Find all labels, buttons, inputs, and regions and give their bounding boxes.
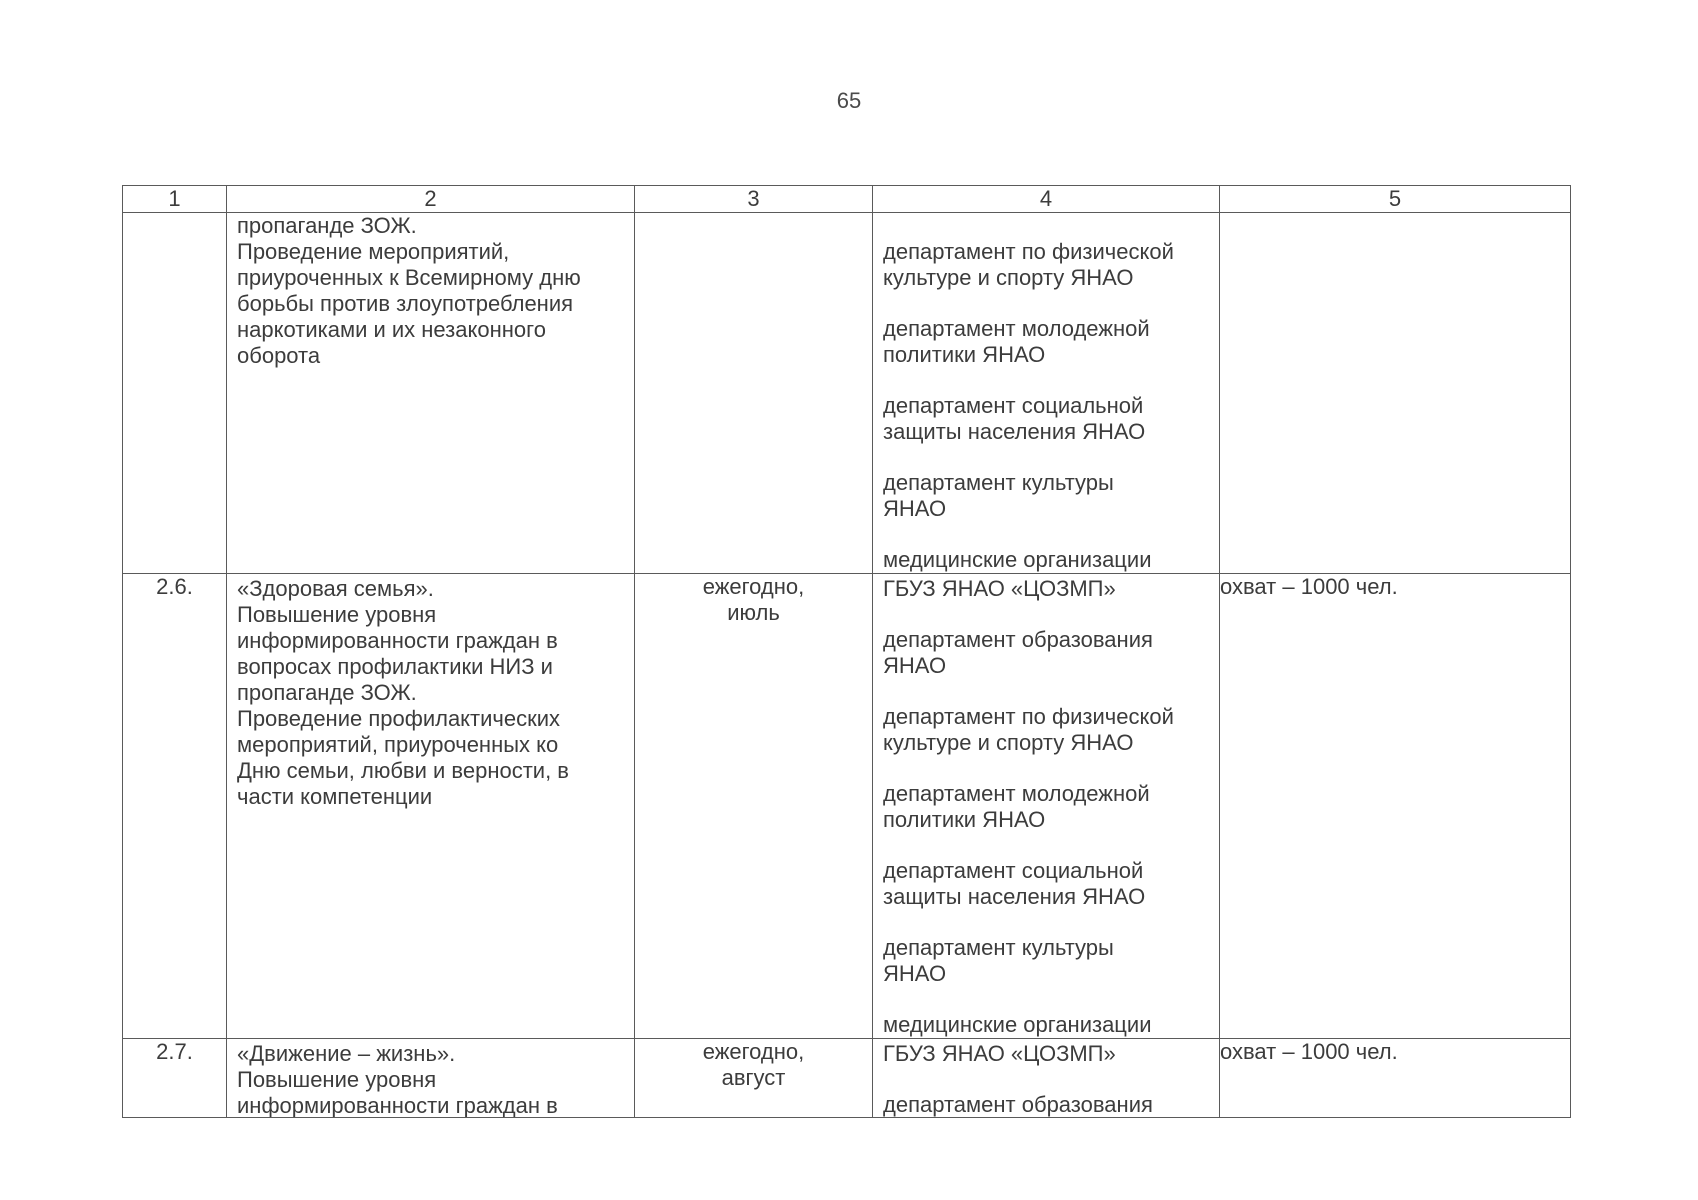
responsible-item: департамент по физической культуре и спорту ЯНАО	[883, 704, 1174, 755]
activity-cell	[227, 213, 635, 574]
row-number-cell	[123, 213, 227, 574]
row-number: 2.6.	[123, 574, 227, 1039]
table-row-2-7	[123, 1039, 1571, 1118]
coverage-cell: охват – 1000 чел.	[1220, 1039, 1571, 1118]
header-col-4: 4	[873, 186, 1220, 213]
responsible-list	[873, 213, 1219, 573]
responsible-cell	[873, 213, 1220, 574]
responsible-item: департамент образования ЯНАО	[883, 627, 1153, 678]
period-cell: ежегодно, июль	[635, 574, 873, 1039]
activity-cell	[227, 574, 635, 1039]
responsible-list	[873, 1039, 1219, 1117]
responsible-cell	[873, 574, 1220, 1039]
header-col-2: 2	[227, 186, 635, 213]
header-col-5: 5	[1220, 186, 1571, 213]
activity-cell	[227, 1039, 635, 1118]
activity-text: «Движение – жизнь». Повышение уровня информированности граждан в	[237, 1041, 558, 1117]
table-header-row	[123, 186, 1571, 213]
header-col-1: 1	[123, 186, 227, 213]
responsible-item: медицинские организации	[883, 547, 1152, 572]
responsible-item: департамент по физической культуре и спорту ЯНАО	[883, 239, 1174, 290]
row-number: 2.7.	[123, 1039, 227, 1118]
plan-table	[122, 185, 1571, 1118]
responsible-item: медицинские организации	[883, 1012, 1152, 1037]
responsible-item: ГБУЗ ЯНАО «ЦОЗМП»	[883, 1041, 1116, 1066]
responsible-list	[873, 574, 1219, 1038]
responsible-item: департамент культуры ЯНАО	[883, 935, 1114, 986]
responsible-item: ГБУЗ ЯНАО «ЦОЗМП»	[883, 576, 1116, 601]
header-col-3: 3	[635, 186, 873, 213]
responsible-item: департамент образования	[883, 1092, 1153, 1117]
result-cell	[1220, 213, 1571, 574]
activity-text: пропаганде ЗОЖ. Проведение мероприятий, приуроченных к Всемирному дню борьбы против злоупотребления наркотиками и их незаконного оборота	[237, 213, 581, 368]
responsible-item: департамент социальной защиты населения ЯНАО	[883, 858, 1146, 909]
table-row-continued	[123, 213, 1571, 574]
responsible-item: департамент молодежной политики ЯНАО	[883, 781, 1150, 832]
table-row-2-6	[123, 574, 1571, 1039]
period-cell: ежегодно, август	[635, 1039, 873, 1118]
responsible-item: департамент культуры ЯНАО	[883, 470, 1114, 521]
responsible-item: департамент молодежной политики ЯНАО	[883, 316, 1150, 367]
period-cell	[635, 213, 873, 574]
responsible-cell	[873, 1039, 1220, 1118]
activity-text: «Здоровая семья». Повышение уровня информированности граждан в вопросах профилактики НИЗ и пропаганде ЗОЖ. Проведение профилактических мероприятий, приуроченных ко Дню семьи, любви и верности, в части компетенции	[237, 576, 569, 809]
coverage-cell: охват – 1000 чел.	[1220, 574, 1571, 1039]
responsible-item: департамент социальной защиты населения ЯНАО	[883, 393, 1146, 444]
page-number: 65	[836, 88, 862, 113]
